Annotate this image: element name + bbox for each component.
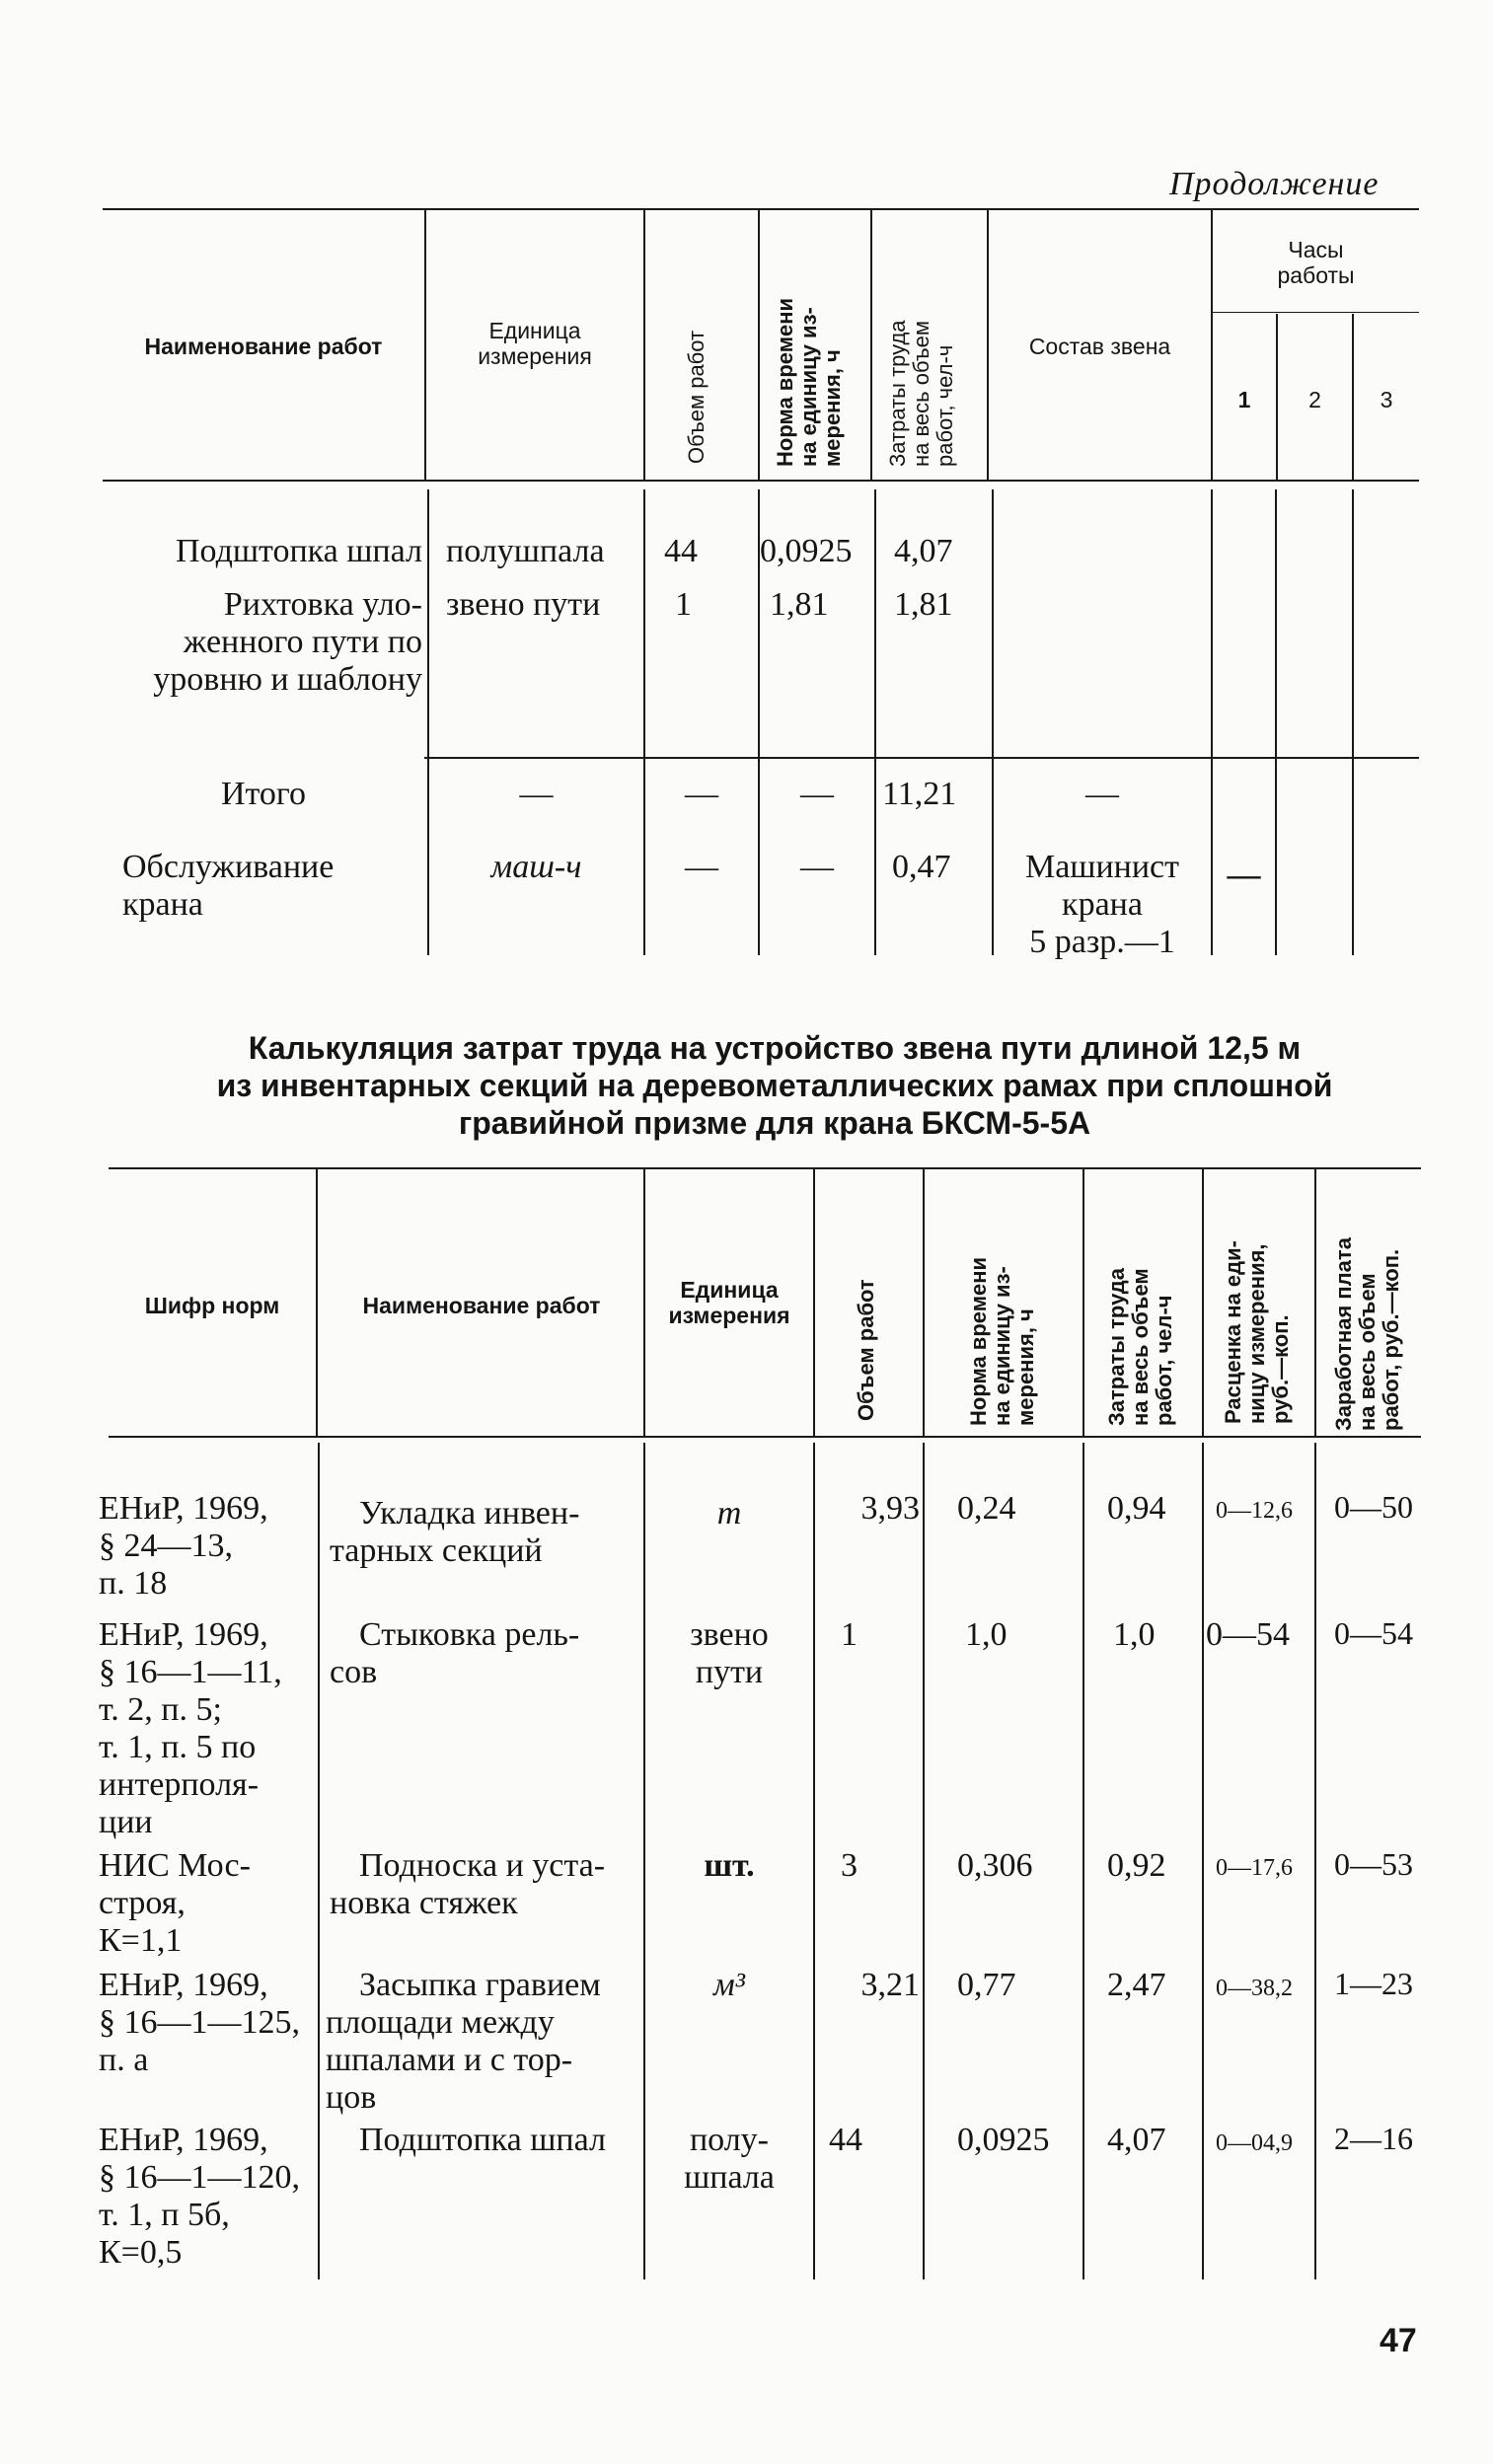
t1-cell-unit: звено пути [446,586,601,623]
t2-header-norm: Норма времени на единицу из- мерения, ч [966,1256,1038,1426]
t1-header-unit: Единица измерения [478,318,592,369]
t1-cell-norm: 0,0925 [760,533,853,569]
t1-header-hours-3: 3 [1380,387,1393,412]
table-2-title: Калькуляция затрат труда на устройство звена пути длиной 12,5 м из инвентарных секций на деревометаллических рамах при сплошной гравийной призме для крана БКСМ-5-5А [216,1030,1333,1141]
t2-cell-wage: 1—23 [1334,1966,1413,2001]
t2-header-name: Наименование работ [362,1293,601,1318]
t1-cell-hours-1: — [1227,857,1261,893]
t2-cell-labor: 0,92 [1107,1847,1166,1884]
t2-cell-rate: 0—17,6 [1216,1855,1293,1881]
t2-header-wage: Заработная плата на весь объем работ, руб.—коп. [1331,1237,1403,1431]
page-number: 47 [1380,2322,1417,2359]
t2-cell-code: ЕНиР, 1969, § 24—13, п. 18 [99,1490,268,1602]
t1-cell-volume: — [685,776,718,812]
t1-cell-labor: 1,81 [894,586,953,623]
t2-cell-code: НИС Мос- строя, К=1,1 [99,1847,251,1959]
t1-header-norm: Норма времени на единицу из- мерения, ч [773,297,845,467]
t2-cell-volume: 3,93 [860,1490,920,1527]
t2-cell-norm: 0,24 [957,1490,1016,1527]
t1-header-crew: Состав звена [1028,334,1171,359]
t2-header-volume: Объем работ [854,1279,878,1421]
t1-cell-unit: — [519,776,554,812]
continuation-label: Продолжение [1169,166,1380,202]
t2-cell-rate: 0—04,9 [1216,2130,1293,2156]
t1-cell-norm: — [800,776,834,812]
t2-cell-wage: 0—53 [1334,1846,1413,1882]
t2-cell-name: Подштопка шпал [359,2122,606,2158]
t1-cell-name: Итого [220,776,307,812]
t1-cell-labor: 4,07 [894,533,953,569]
t2-cell-volume: 1 [841,1616,858,1653]
t1-header-hours-2: 2 [1308,387,1321,412]
t1-cell-volume: 1 [675,586,692,623]
t2-cell-unit: шт. [704,1847,755,1884]
t2-cell-wage: 0—54 [1334,1615,1413,1651]
t2-header-rate: Расценка на еди- ницу измерения, руб.—коп. [1221,1240,1293,1424]
t2-cell-volume: 44 [829,2122,862,2158]
t1-cell-norm: 1,81 [770,586,829,623]
t1-header-hours-1: 1 [1237,387,1251,412]
t2-cell-volume: 3,21 [860,1967,920,2003]
t1-cell-unit: маш-ч [490,849,582,885]
t2-cell-labor: 0,94 [1107,1490,1166,1527]
t2-cell-norm: 0,0925 [957,2122,1050,2158]
t2-header-labor: Затраты труда на весь объем работ, чел-ч [1104,1268,1176,1426]
t2-cell-wage: 0—50 [1334,1489,1413,1525]
t2-cell-labor: 4,07 [1107,2122,1166,2158]
t2-cell-name: Подноска и уста- новка стяжек [330,1847,606,1921]
t2-cell-rate: 0—54 [1206,1616,1290,1653]
t1-cell-name: Обслуживание крана [122,849,335,923]
t2-header-code: Шифр норм [144,1293,280,1318]
t2-cell-unit: т [716,1495,742,1531]
t2-cell-name: Укладка инвен- тарных секций [330,1495,580,1569]
t1-cell-labor: 11,21 [882,776,957,812]
t2-cell-name: Засыпка гравием площади между шпалами и с тор- цов [326,1967,601,2116]
t1-header-hours: Часы работы [1277,237,1355,288]
t2-cell-unit: звено пути [690,1616,769,1690]
t1-cell-norm: — [800,849,834,885]
t2-cell-labor: 1,0 [1113,1616,1156,1653]
t1-cell-volume: — [685,849,718,885]
t1-header-name: Наименование работ [144,334,383,359]
t2-header-unit: Единица измерения [668,1277,790,1328]
t1-cell-crew: — [1085,776,1119,812]
t2-cell-labor: 2,47 [1107,1967,1166,2003]
t1-cell-volume: 44 [664,533,698,569]
t2-cell-volume: 3 [841,1847,858,1884]
t2-cell-norm: 1,0 [965,1616,1008,1653]
t2-cell-code: ЕНиР, 1969, § 16—1—11, т. 2, п. 5; т. 1, п. 5 по интерполя- ции [99,1616,282,1840]
t2-cell-rate: 0—12,6 [1216,1498,1293,1524]
t1-cell-name: Подштопка шпал [176,533,422,569]
t2-cell-unit: м³ [713,1967,745,2003]
t1-cell-unit: полушпала [446,533,605,569]
t2-cell-code: ЕНиР, 1969, § 16—1—120, т. 1, п 5б, К=0,5 [99,2122,300,2271]
t1-cell-name: Рихтовка уло- женного пути по уровню и шаблону [153,586,422,698]
t2-cell-wage: 2—16 [1334,2121,1413,2156]
t1-cell-labor: 0,47 [892,849,951,885]
t2-cell-unit: полу- шпала [684,2122,775,2196]
t1-header-volume: Объем работ [684,330,709,464]
t2-cell-norm: 0,77 [957,1967,1016,2003]
t2-cell-name: Стыковка рель- сов [330,1616,580,1690]
t2-cell-code: ЕНиР, 1969, § 16—1—125, п. а [99,1967,300,2078]
t2-cell-rate: 0—38,2 [1216,1976,1293,2001]
t1-cell-crew: Машинист крана 5 разр.—1 [1024,849,1180,960]
t2-cell-norm: 0,306 [957,1847,1033,1884]
t1-header-labor: Затраты труда на весь объем работ, чел-ч [885,320,957,467]
